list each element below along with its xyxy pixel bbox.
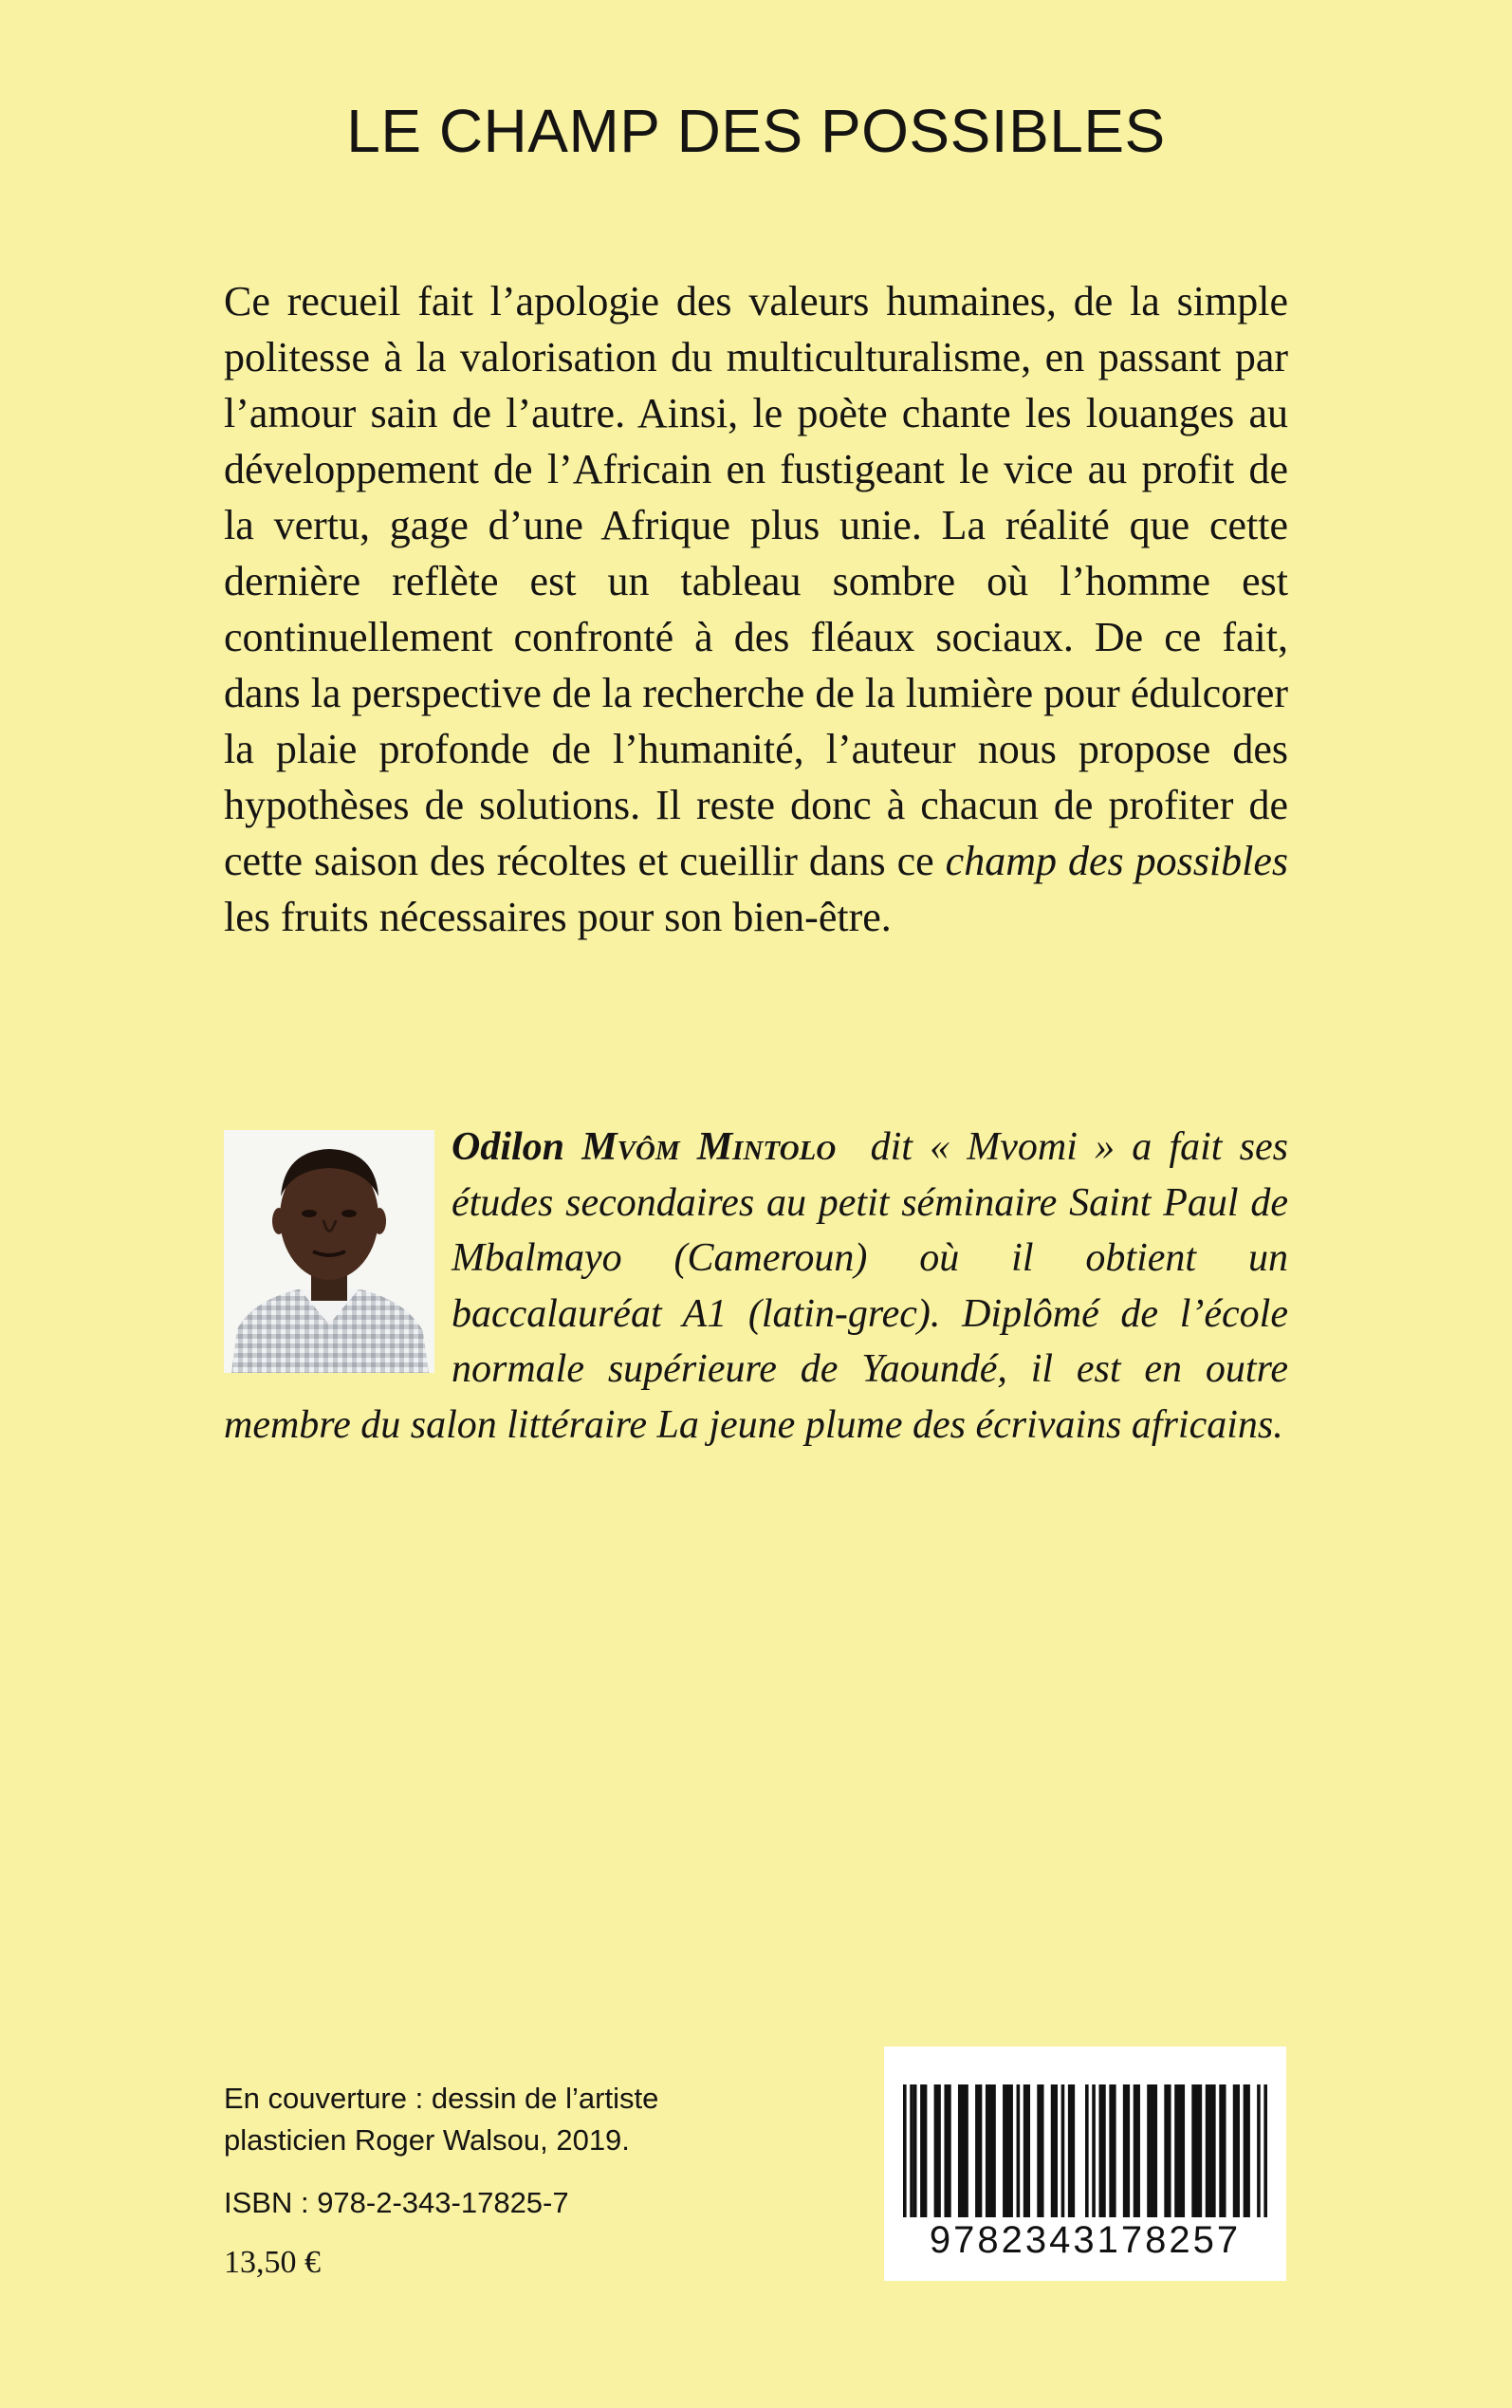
barcode-bar bbox=[1191, 2084, 1202, 2217]
barcode-bar bbox=[1085, 2084, 1089, 2217]
author-bio bbox=[224, 1120, 1288, 1453]
barcode-bar bbox=[1257, 2084, 1261, 2217]
author-first-name: Odilon bbox=[452, 1125, 565, 1169]
barcode-bar bbox=[910, 2084, 913, 2217]
barcode-bar bbox=[1147, 2084, 1157, 2217]
barcode-bar bbox=[1164, 2084, 1171, 2217]
photo-wrap-spacer bbox=[224, 1120, 452, 1380]
barcode-bar bbox=[1051, 2084, 1058, 2217]
barcode-bar bbox=[1003, 2084, 1013, 2217]
barcode-bar bbox=[1109, 2084, 1116, 2217]
barcode-bar bbox=[1134, 2084, 1140, 2217]
author-name bbox=[452, 1125, 836, 1169]
barcode-bar bbox=[1023, 2084, 1030, 2217]
barcode-bar bbox=[944, 2084, 950, 2217]
barcode-bar bbox=[1068, 2084, 1075, 2217]
barcode-bar bbox=[1037, 2084, 1043, 2217]
barcode-bar bbox=[1244, 2084, 1250, 2217]
book-title: LE CHAMP DES POSSIBLES bbox=[346, 97, 1166, 165]
barcode-bar bbox=[1233, 2084, 1240, 2217]
barcode-bar bbox=[975, 2084, 982, 2217]
blurb-text-end: les fruits nécessaires pour son bien-être. bbox=[224, 894, 892, 940]
barcode-bar bbox=[1263, 2084, 1267, 2217]
barcode-bar bbox=[903, 2084, 907, 2217]
barcode-bar bbox=[986, 2084, 996, 2217]
barcode bbox=[884, 2047, 1286, 2281]
isbn: ISBN : 978-2-343-17825-7 bbox=[224, 2186, 569, 2219]
barcode-bar bbox=[1206, 2084, 1216, 2217]
blurb-title-emphasis: champ des possibles bbox=[945, 838, 1288, 884]
barcode-number: 9782343178257 bbox=[929, 2219, 1242, 2261]
barcode-bar bbox=[1123, 2084, 1130, 2217]
barcode-bar bbox=[913, 2084, 917, 2217]
barcode-bar bbox=[1017, 2084, 1021, 2217]
barcode-bar bbox=[920, 2084, 927, 2217]
blurb-text: Ce recueil fait l’apologie des valeurs humaines, de la simple politesse à la valorisation du multiculturalisme, en passant par l’amour sain de l’autre. Ainsi, le poète chante les louanges au développement de l’Africain en fustigeant le vice au profit de la vertu, gage d’une Afrique plus unie. La réalité que cette dernière reflète est un tableau sombre où l’homme est continuellement confronté à des fléaux sociaux. De ce fait, dans la perspective de la recherche de la lumière pour édulcorer la plaie profonde de l’humanité, l’auteur nous propose des hypothèses de solutions. Il reste donc à chacun de profiter de cette saison des récoltes et cueillir dans ce bbox=[224, 278, 1288, 884]
author-last-name: Mvôm Mintolo bbox=[581, 1125, 837, 1169]
barcode-bar bbox=[1174, 2084, 1185, 2217]
author-bio-text: dit « Mvomi » a fait ses études secondaires au petit séminaire Saint Paul de Mbalmayo (Cameroun) où il obtient un baccalauréat A1 (latin-grec). Diplômé de l’école normale supérieure de Yaoundé, il est en outre membre du salon littéraire La jeune plume des écrivains africains. bbox=[224, 1125, 1288, 1447]
price: 13,50 € bbox=[224, 2245, 321, 2280]
barcode-bar bbox=[1092, 2084, 1096, 2217]
barcode-bar bbox=[934, 2084, 941, 2217]
barcode-bars bbox=[903, 2084, 1267, 2217]
cover-credit: En couverture : dessin de l’artiste plasticien Roger Walsou, 2019. bbox=[224, 2082, 659, 2157]
barcode-bar bbox=[1219, 2084, 1226, 2217]
back-cover-blurb bbox=[224, 273, 1288, 945]
barcode-bar bbox=[1098, 2084, 1105, 2217]
barcode-bar bbox=[958, 2084, 968, 2217]
barcode-bar bbox=[1061, 2084, 1065, 2217]
